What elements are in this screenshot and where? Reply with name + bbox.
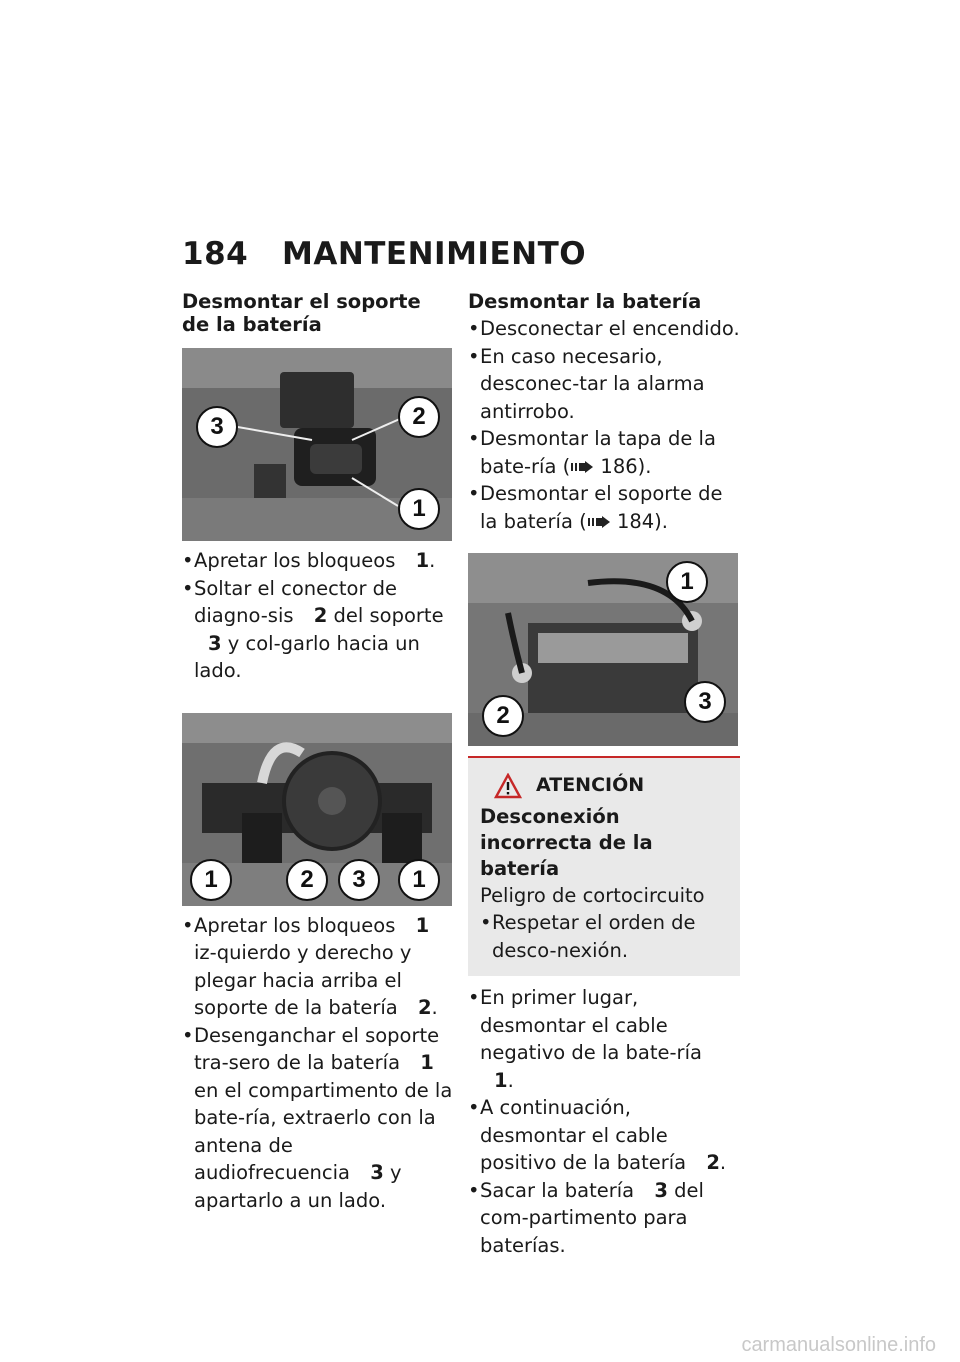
warning-action: • Respetar el orden de desco-nexión. (480, 909, 728, 964)
step-item: • En caso necesario, desconec-tar la alarma antirrobo. (468, 343, 740, 426)
warning-box (468, 756, 740, 976)
step-item: • Soltar el conector de diagno-sis 2 del soporte 3 y col-garlo hacia un lado. (182, 575, 454, 685)
cross-reference-arrow-icon (587, 515, 611, 529)
left-column (182, 290, 454, 1214)
callout-1-left: 1 (190, 859, 232, 901)
page-header (182, 236, 586, 272)
warning-triangle-icon (494, 773, 522, 799)
step-item: • Desmontar la tapa de la bate-ría ( 186). (468, 425, 740, 480)
callout-3: 3 (196, 406, 238, 448)
figure-battery-holder (182, 348, 452, 541)
warning-actions (480, 909, 728, 964)
steps-list-4 (468, 984, 740, 1259)
xref-page[interactable]: 186 (600, 454, 638, 478)
steps-list-1 (182, 547, 454, 685)
page-number: 184 (182, 236, 249, 272)
callout-3: 3 (338, 859, 380, 901)
steps-list-3 (468, 315, 740, 535)
right-column (468, 290, 740, 1259)
step-item: • Sacar la batería 3 del com-partimento para baterías. (468, 1177, 740, 1260)
callout-2: 2 (482, 695, 524, 737)
xref-page[interactable]: 184 (616, 509, 655, 533)
step-item: • Desmontar el soporte de la batería ( 184). (468, 480, 740, 535)
watermark: carmanualsonline.info (741, 1334, 936, 1356)
figure-battery (468, 553, 738, 746)
callout-2: 2 (286, 859, 328, 901)
figure-holder-fold (182, 713, 452, 906)
step-item: • Apretar los bloqueos 1. (182, 547, 454, 575)
callout-2: 2 (398, 396, 440, 438)
callout-3: 3 (684, 681, 726, 723)
steps-list-2 (182, 912, 454, 1215)
warning-title: ATENCIÓN (536, 774, 645, 796)
step-item: • En primer lugar, desmontar el cable negativo de la bate-ría 1. (468, 984, 740, 1094)
warning-subtitle: Desconexión incorrecta de la batería (480, 804, 653, 880)
warning-hazard: Peligro de cortocircuito (480, 883, 705, 907)
step-item: • Desconectar el encendido. (468, 315, 740, 343)
step-item: • Desenganchar el soporte tra-sero de la batería 1 en el compartimento de la bate-ría, extraerlo con la antena de audiofrecuencia 3 y apartarlo a un lado. (182, 1022, 454, 1215)
cross-reference-arrow-icon (570, 460, 594, 474)
callout-1: 1 (666, 561, 708, 603)
warning-header (494, 772, 728, 800)
section-title-remove-holder: Desmontar el soporte de la batería (182, 290, 421, 336)
chapter-title: MANTENIMIENTO (282, 236, 587, 272)
callout-1: 1 (398, 488, 440, 530)
callout-1-right: 1 (398, 859, 440, 901)
step-item: • A continuación, desmontar el cable positivo de la batería 2. (468, 1094, 740, 1177)
section-title-remove-battery: Desmontar la batería (468, 290, 702, 313)
step-item: • Apretar los bloqueos 1 iz-quierdo y derecho y plegar hacia arriba el soporte de la batería 2. (182, 912, 454, 1022)
